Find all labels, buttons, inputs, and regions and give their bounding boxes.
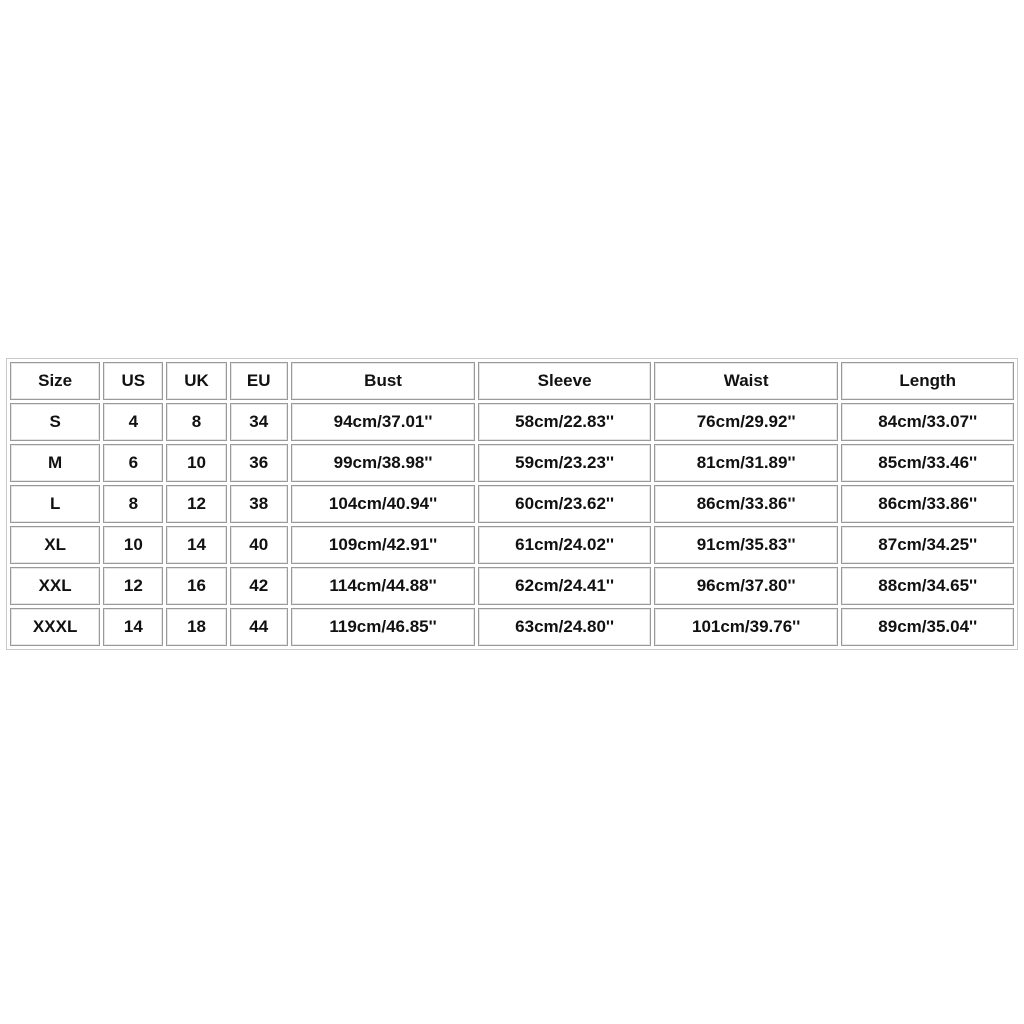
cell-size: M xyxy=(10,444,100,482)
cell-us: 12 xyxy=(103,567,163,605)
cell-size: XL xyxy=(10,526,100,564)
cell-bust: 109cm/42.91'' xyxy=(291,526,476,564)
cell-waist: 86cm/33.86'' xyxy=(654,485,839,523)
cell-bust: 114cm/44.88'' xyxy=(291,567,476,605)
table-row xyxy=(10,485,1014,523)
cell-uk: 10 xyxy=(166,444,226,482)
header-uk: UK xyxy=(166,362,226,400)
cell-size: S xyxy=(10,403,100,441)
cell-length: 86cm/33.86'' xyxy=(841,485,1014,523)
header-us: US xyxy=(103,362,163,400)
cell-sleeve: 61cm/24.02'' xyxy=(478,526,651,564)
header-row xyxy=(10,362,1014,400)
table-row xyxy=(10,567,1014,605)
cell-eu: 42 xyxy=(230,567,288,605)
cell-sleeve: 62cm/24.41'' xyxy=(478,567,651,605)
cell-sleeve: 58cm/22.83'' xyxy=(478,403,651,441)
cell-uk: 14 xyxy=(166,526,226,564)
cell-us: 4 xyxy=(103,403,163,441)
cell-eu: 38 xyxy=(230,485,288,523)
cell-uk: 16 xyxy=(166,567,226,605)
cell-us: 8 xyxy=(103,485,163,523)
cell-uk: 8 xyxy=(166,403,226,441)
cell-uk: 18 xyxy=(166,608,226,646)
cell-waist: 91cm/35.83'' xyxy=(654,526,839,564)
cell-eu: 34 xyxy=(230,403,288,441)
header-bust: Bust xyxy=(291,362,476,400)
cell-length: 85cm/33.46'' xyxy=(841,444,1014,482)
cell-eu: 40 xyxy=(230,526,288,564)
header-size: Size xyxy=(10,362,100,400)
cell-sleeve: 60cm/23.62'' xyxy=(478,485,651,523)
cell-us: 14 xyxy=(103,608,163,646)
cell-eu: 36 xyxy=(230,444,288,482)
header-waist: Waist xyxy=(654,362,839,400)
table-row xyxy=(10,444,1014,482)
cell-size: L xyxy=(10,485,100,523)
cell-waist: 96cm/37.80'' xyxy=(654,567,839,605)
cell-bust: 119cm/46.85'' xyxy=(291,608,476,646)
cell-length: 84cm/33.07'' xyxy=(841,403,1014,441)
header-length: Length xyxy=(841,362,1014,400)
cell-size: XXL xyxy=(10,567,100,605)
cell-uk: 12 xyxy=(166,485,226,523)
cell-length: 88cm/34.65'' xyxy=(841,567,1014,605)
cell-waist: 76cm/29.92'' xyxy=(654,403,839,441)
table-row xyxy=(10,403,1014,441)
cell-waist: 81cm/31.89'' xyxy=(654,444,839,482)
table-row xyxy=(10,608,1014,646)
size-chart-table xyxy=(6,358,1018,650)
cell-eu: 44 xyxy=(230,608,288,646)
cell-sleeve: 59cm/23.23'' xyxy=(478,444,651,482)
cell-us: 10 xyxy=(103,526,163,564)
cell-bust: 99cm/38.98'' xyxy=(291,444,476,482)
header-sleeve: Sleeve xyxy=(478,362,651,400)
cell-bust: 94cm/37.01'' xyxy=(291,403,476,441)
cell-sleeve: 63cm/24.80'' xyxy=(478,608,651,646)
cell-length: 89cm/35.04'' xyxy=(841,608,1014,646)
cell-bust: 104cm/40.94'' xyxy=(291,485,476,523)
cell-waist: 101cm/39.76'' xyxy=(654,608,839,646)
cell-size: XXXL xyxy=(10,608,100,646)
header-eu: EU xyxy=(230,362,288,400)
table-row xyxy=(10,526,1014,564)
cell-us: 6 xyxy=(103,444,163,482)
cell-length: 87cm/34.25'' xyxy=(841,526,1014,564)
